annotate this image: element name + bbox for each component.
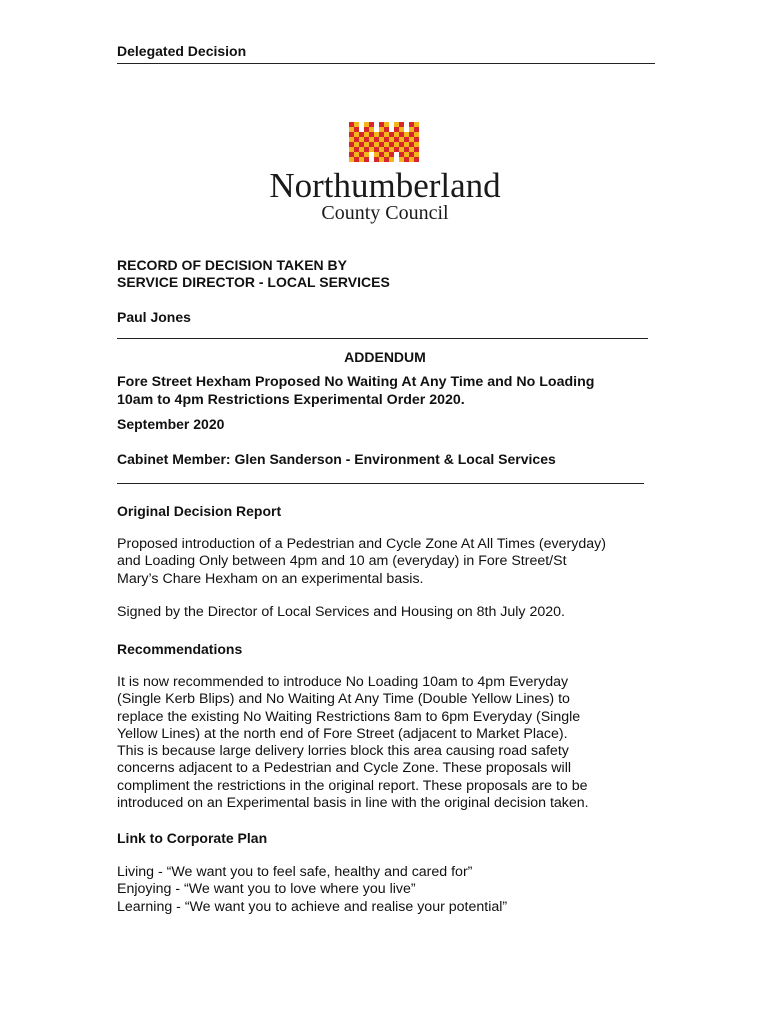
record-heading-line1: RECORD OF DECISION TAKEN BY [117,257,347,273]
recommendations-line: concerns adjacent to a Pedestrian and Cycle Zone. These proposals will [117,760,571,777]
castle-crest-icon [347,120,423,164]
recommendations-heading: Recommendations [117,641,243,657]
corporate-plan-heading: Link to Corporate Plan [117,830,268,846]
original-report-heading: Original Decision Report [117,503,282,519]
addendum-title-line2: 10am to 4pm Restrictions Experimental Order 2020. [117,392,465,408]
recommendations-line: This is because large delivery lorries block this area causing road safety [117,743,569,760]
recommendations-line: introduced on an Experimental basis in line with the original decision taken. [117,795,589,812]
addendum-date: September 2020 [117,416,225,432]
original-report-line: and Loading Only between 4pm and 10 am (everyday) in Fore Street/St [117,553,567,570]
addendum-title-line1: Fore Street Hexham Proposed No Waiting At Any Time and No Loading [117,374,595,390]
council-name: Northumberland [269,166,501,205]
council-logo [240,118,530,228]
original-report-line: Mary’s Chare Hexham on an experimental basis. [117,570,424,587]
recommendations-line: Yellow Lines) at the north end of Fore Street (adjacent to Market Place). [117,725,568,742]
recommendations-line: compliment the restrictions in the original report. These proposals are to be [117,777,588,794]
original-report-text [117,536,662,588]
original-report-line: Proposed introduction of a Pedestrian and Cycle Zone At All Times (everyday) [117,536,606,552]
corporate-plan-item: Living - “We want you to feel safe, healthy and cared for” [117,864,473,880]
document-header-label: Delegated Decision [117,43,247,59]
corporate-plan-item: Enjoying - “We want you to love where you live” [117,881,416,898]
cabinet-member: Cabinet Member: Glen Sanderson - Environment & Local Services [117,451,556,467]
council-subtitle: County Council [321,202,449,224]
header-divider [117,63,655,64]
recommendations-line: (Single Kerb Blips) and No Waiting At Any Time (Double Yellow Lines) to [117,691,570,708]
addendum-heading: ADDENDUM [344,349,426,365]
corporate-plan-item: Learning - “We want you to achieve and realise your potential” [117,898,508,915]
section-divider-top [117,338,648,339]
recommendations-line: replace the existing No Waiting Restrictions 8am to 6pm Everyday (Single [117,708,581,725]
recommendations-text [117,674,662,812]
signed-statement: Signed by the Director of Local Services and Housing on 8th July 2020. [117,604,565,620]
record-heading-line2: SERVICE DIRECTOR - LOCAL SERVICES [117,274,390,290]
officer-name: Paul Jones [117,309,191,325]
recommendations-line: It is now recommended to introduce No Loading 10am to 4pm Everyday [117,674,569,690]
section-divider-bottom [117,483,644,484]
corporate-plan-list [117,864,662,916]
